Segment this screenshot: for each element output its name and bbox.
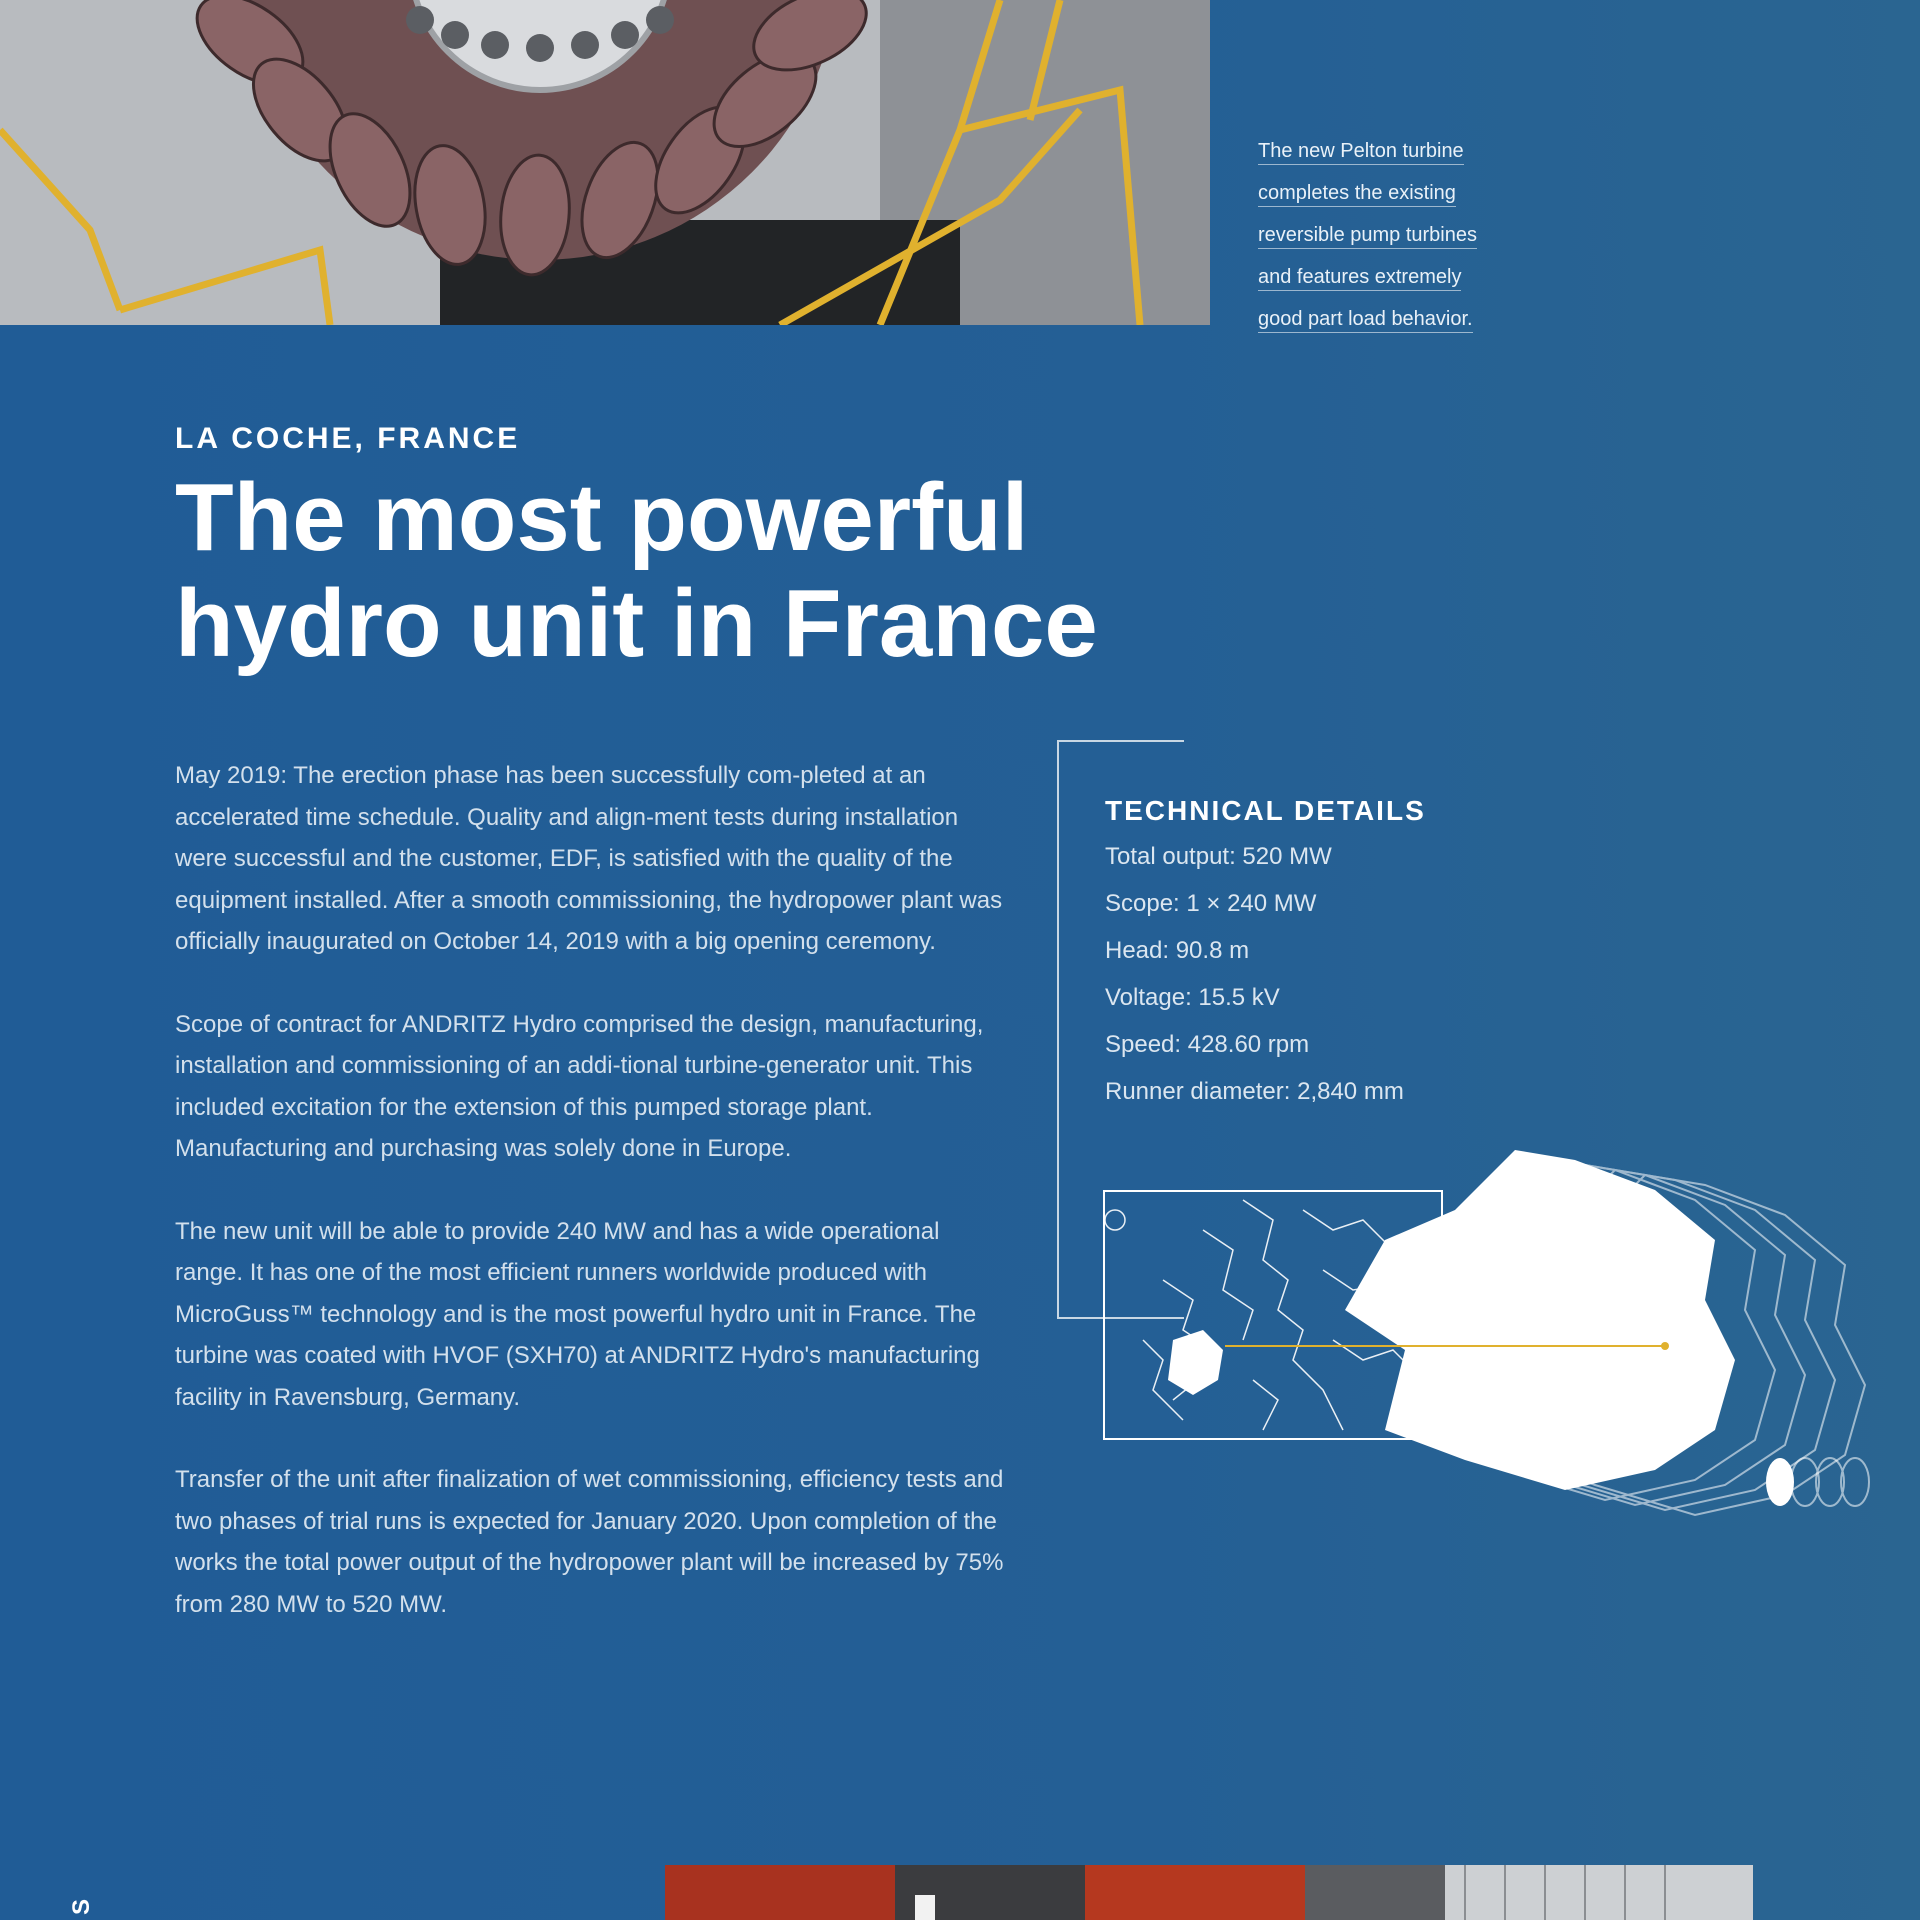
article-paragraph: May 2019: The erection phase has been successfully com-pleted at an accelerated time schedule. Quality and align-ment tests during installation were successful and the customer, EDF, is satisfied with the quality of the equipment installed. After a smooth commissioning, the hydropower plant was officially inaugurated on October 14, 2019 with a big opening ceremony.: [175, 762, 1003, 955]
france-map: [1325, 1130, 1885, 1530]
headline-line-2: hydro unit in France: [175, 570, 1098, 677]
turbine-photo: [0, 0, 1210, 325]
turbine-illustration: [0, 0, 1210, 325]
plant-illustration: [665, 1865, 1753, 1920]
tech-row-runner-diameter: Runner diameter: 2,840 mm: [1105, 1078, 1404, 1105]
article-paragraph: Scope of contract for ANDRITZ Hydro comprised the design, manufacturing, installation and commissioning of an addi-tional turbine-generator unit. This included excitation for the extension of this pumped storage plant. Manufacturing and purchasing was solely done in Europe.: [175, 1010, 984, 1162]
caption-line: The new Pelton turbine: [1258, 130, 1558, 172]
article-headline: [175, 465, 1225, 677]
tech-row-head: Head: 90.8 m: [1105, 937, 1250, 964]
location-connector: [1225, 1340, 1675, 1352]
technical-details-title: TECHNICAL DETAILS: [1105, 795, 1426, 826]
article-kicker: LA COCHE, FRANCE: [175, 422, 521, 455]
headline-line-1: The most powerful: [175, 464, 1029, 571]
tech-row-voltage: Voltage: 15.5 kV: [1105, 984, 1280, 1011]
caption-line: reversible pump turbines: [1258, 214, 1558, 256]
caption-line: good part load behavior.: [1258, 298, 1558, 340]
technical-details: [1105, 795, 1535, 1115]
photo-caption: [1258, 130, 1558, 340]
tech-row-scope: Scope: 1 × 240 MW: [1105, 890, 1317, 917]
caption-line: and features extremely: [1258, 256, 1558, 298]
article-paragraph: Transfer of the unit after finalization of wet commissioning, efficiency tests and two phases of trial runs is expected for January 2020. Upon completion of the works the total power output of the hydropower plant will be increased by 75% from 280 MW to 520 MW.: [175, 1466, 1004, 1618]
article-body: [175, 755, 1005, 1666]
bottom-photo: [665, 1865, 1753, 1920]
location-marker-icon: [1661, 1342, 1669, 1350]
article-paragraph: The new unit will be able to provide 240 MW and has a wide operational range. It has one of the most efficient runners worldwide produced with MicroGuss™ technology and is the most powerful hydro unit in France. The turbine was coated with HVOF (SXH70) at ANDRITZ Hydro's manufacturing facility in Ravensburg, Germany.: [175, 1217, 980, 1411]
tech-row-output: Total output: 520 MW: [1105, 843, 1332, 870]
side-mark: S: [68, 1898, 96, 1916]
tech-row-speed: Speed: 428.60 rpm: [1105, 1031, 1310, 1058]
caption-line: completes the existing: [1258, 172, 1558, 214]
